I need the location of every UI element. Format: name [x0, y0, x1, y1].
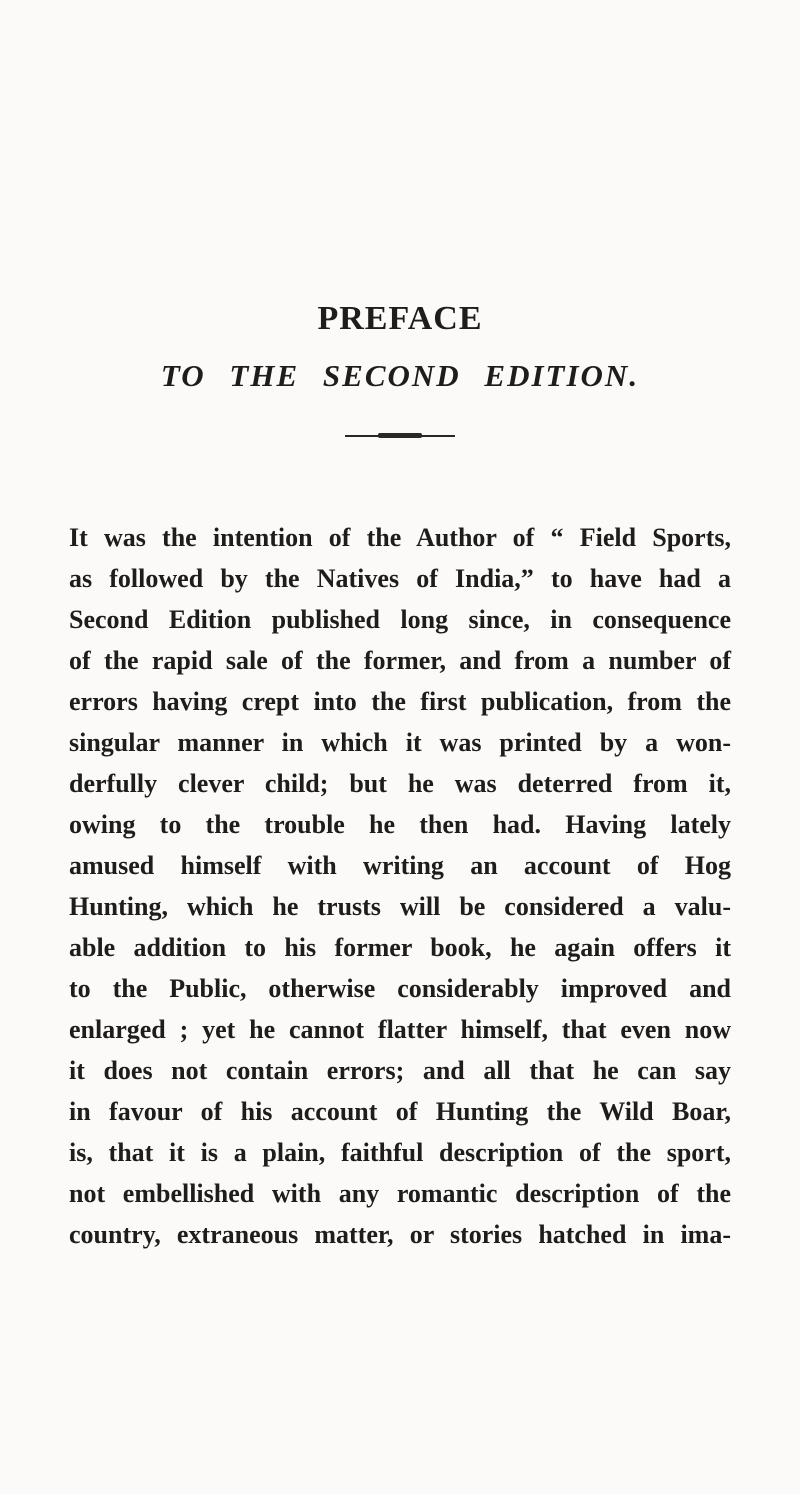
preface-heading: PREFACE — [317, 300, 483, 337]
body-line: it does not contain errors; and all that he can say — [69, 1056, 731, 1085]
body-line: Hunting, which he trusts will be considered a valu- — [69, 892, 731, 921]
body-line: errors having crept into the first publication, from the — [69, 687, 731, 716]
edition-subheading: TO THE SECOND EDITION. — [160, 358, 640, 393]
body-line: owing to the trouble he then had. Having lately — [69, 810, 731, 839]
body-line: is, that it is a plain, faithful description of the sport, — [69, 1138, 731, 1167]
body-line: amused himself with writing an account of Hog — [69, 851, 731, 880]
body-line: to the Public, otherwise considerably improved and — [69, 974, 731, 1003]
body-line: Second Edition published long since, in consequence — [69, 605, 731, 634]
body-line: as followed by the Natives of India,” to have had a — [69, 564, 731, 593]
body-line: not embellished with any romantic description of the — [69, 1179, 731, 1208]
decorative-rule-center — [378, 433, 422, 438]
body-line: of the rapid sale of the former, and from a number of — [69, 646, 731, 675]
body-line: derfully clever child; but he was deterred from it, — [69, 769, 731, 798]
body-line: able addition to his former book, he again offers it — [69, 933, 731, 962]
body-line: enlarged ; yet he cannot flatter himself, that even now — [69, 1015, 731, 1044]
body-line: It was the intention of the Author of “ Field Sports, — [69, 523, 731, 552]
body-line: singular manner in which it was printed by a won- — [69, 728, 731, 757]
body-line: in favour of his account of Hunting the Wild Boar, — [69, 1097, 731, 1126]
body-line: country, extraneous matter, or stories hatched in ima- — [69, 1220, 731, 1249]
preface-body — [69, 517, 731, 1255]
